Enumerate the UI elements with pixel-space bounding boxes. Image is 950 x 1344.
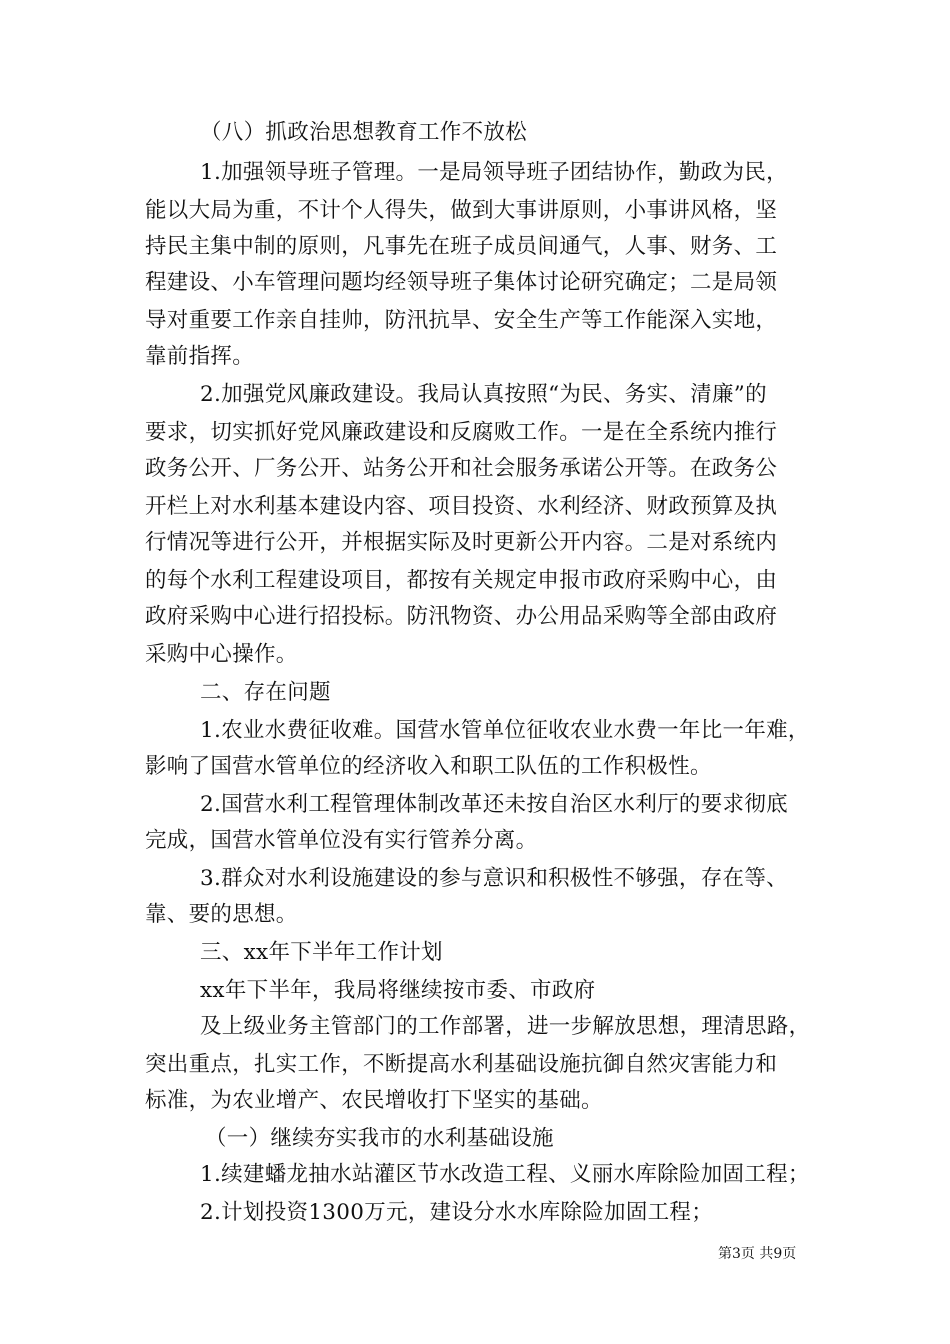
text-line: 政务公开、厂务公开、站务公开和社会服务承诺公开等。在政务公 bbox=[145, 456, 778, 481]
section-heading: （八）抓政治思想教育工作不放松 bbox=[200, 120, 528, 145]
text-line: xx年下半年，我局将继续按市委、市政府 bbox=[200, 978, 596, 1003]
text-line: 突出重点，扎实工作，不断提高水利基础设施抗御自然灾害能力和 bbox=[145, 1052, 778, 1077]
text-line: 1.农业水费征收难。国营水管单位征收农业水费一年比一年难， bbox=[200, 718, 810, 743]
text-line: 能以大局为重，不计个人得失，做到大事讲原则，小事讲风格，坚 bbox=[145, 198, 778, 223]
text-line: 行情况等进行公开，并根据实际及时更新公开内容。二是对系统内 bbox=[145, 530, 778, 555]
text-line: 完成，国营水管单位没有实行管养分离。 bbox=[145, 828, 538, 853]
text-line: 靠前指挥。 bbox=[145, 344, 255, 369]
page-number: 第3页 共9页 bbox=[718, 1246, 797, 1262]
text-line: 1.加强领导班子管理。一是局领导班子团结协作，勤政为民， bbox=[200, 160, 788, 185]
text-line: 开栏上对水利基本建设内容、项目投资、水利经济、财政预算及执 bbox=[145, 494, 778, 519]
text-line: 1.续建蟠龙抽水站灌区节水改造工程、义丽水库除险加固工程； bbox=[200, 1162, 810, 1187]
text-line: 标准，为农业增产、农民增收打下坚实的基础。 bbox=[145, 1088, 603, 1113]
text-line: 持民主集中制的原则，凡事先在班子成员间通气，人事、财务、工 bbox=[145, 234, 778, 259]
text-line: 的每个水利工程建设项目，都按有关规定申报市政府采购中心，由 bbox=[145, 568, 778, 593]
text-line: 2.加强党风廉政建设。我局认真按照“为民、务实、清廉”的 bbox=[200, 382, 767, 407]
text-line: 政府采购中心进行招投标。防汛物资、办公用品采购等全部由政府 bbox=[145, 604, 778, 629]
text-line: 2.计划投资1300万元，建设分水水库除险加固工程； bbox=[200, 1200, 714, 1225]
text-line: 要求，切实抓好党风廉政建设和反腐败工作。一是在全系统内推行 bbox=[145, 420, 778, 445]
text-line: 及上级业务主管部门的工作部署，进一步解放思想，理清思路， bbox=[200, 1014, 811, 1039]
text-line: 3.群众对水利设施建设的参与意识和积极性不够强，存在等、 bbox=[200, 866, 788, 891]
section-heading: 二、存在问题 bbox=[200, 680, 331, 705]
text-line: 程建设、小车管理问题均经领导班子集体讨论研究确定；二是局领 bbox=[145, 270, 778, 295]
section-heading: 三、xx年下半年工作计划 bbox=[200, 940, 443, 965]
subsection-heading: （一）继续夯实我市的水利基础设施 bbox=[205, 1126, 554, 1151]
text-line: 导对重要工作亲自挂帅，防汛抗旱、安全生产等工作能深入实地， bbox=[145, 308, 778, 333]
text-line: 影响了国营水管单位的经济收入和职工队伍的工作积极性。 bbox=[145, 754, 712, 779]
text-line: 2.国营水利工程管理体制改革还未按自治区水利厅的要求彻底 bbox=[200, 792, 788, 817]
text-line: 采购中心操作。 bbox=[145, 642, 298, 667]
text-line: 靠、要的思想。 bbox=[145, 902, 298, 927]
